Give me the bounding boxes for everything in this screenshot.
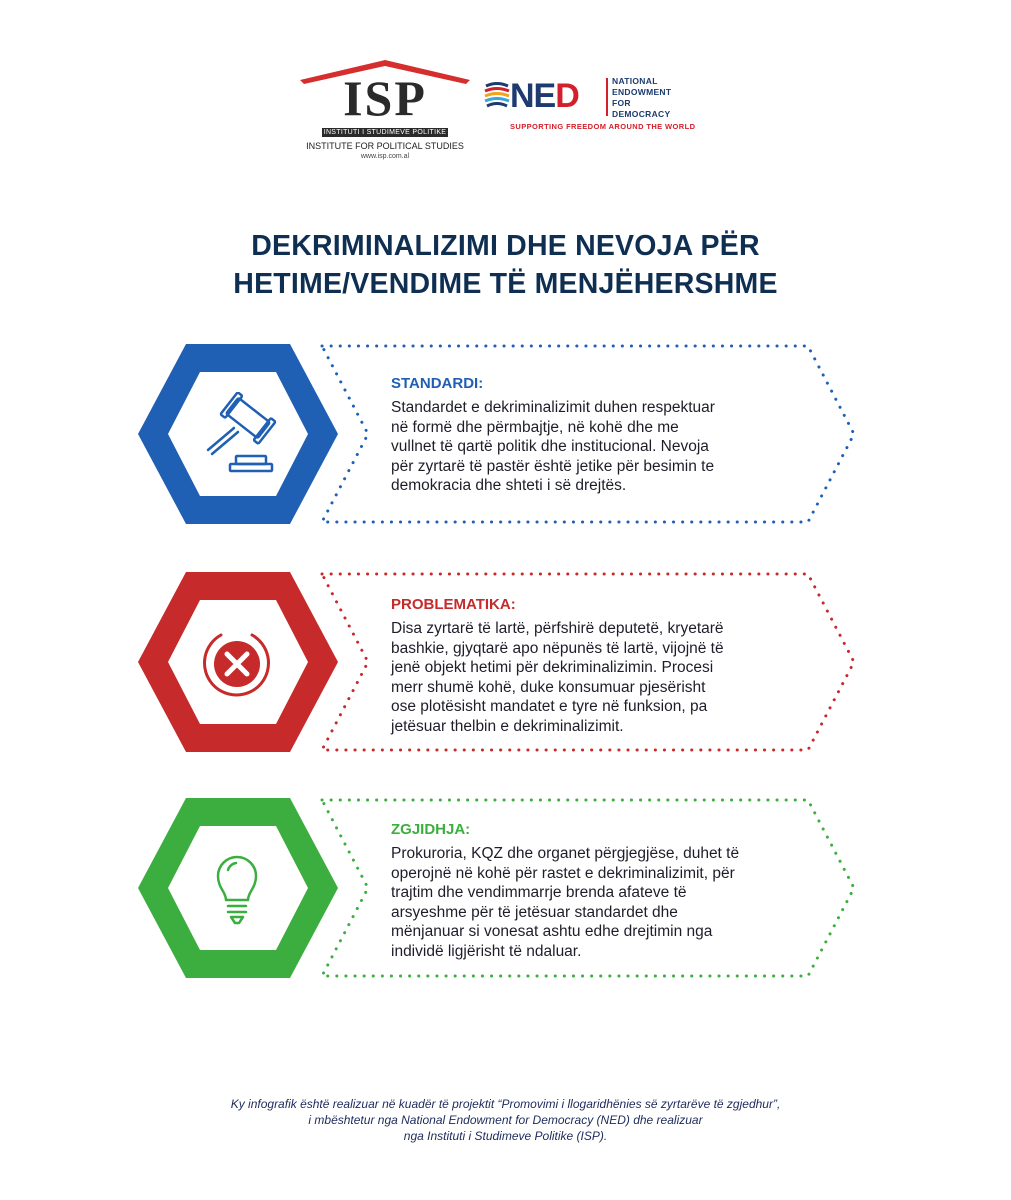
section-body: Standardet e dekriminalizimit duhen respektuar në formë dhe përmbajtje, në kohë dhe me vullnet të qartë politik dhe institucional. Nevoja për zyrtarë të pastër është jetike për besimin te demokracia dhe shteti i së drejtës. xyxy=(391,399,715,495)
footer-note: Ky infografik është realizuar në kuadër të projektit “Promovimi i llogaridhënies së zyrtarëve të zgjedhur”, i mbështetur nga National Endowment for Democracy (NED) dhe realizuar nga Instituti i Studimeve Politike (ISP). xyxy=(230,1097,781,1143)
section-body: Prokuroria, KQZ dhe organet përgjegjëse, duhet të operojnë në kohë për rastet e dekriminalizimit, për trajtim dhe vendimmarrje brenda afateve të arsyeshme për të jetësuar standardet dhe mënjanuar si vonesat ashtu edhe drejtimin nga individë ligjërisht të ndaluar. xyxy=(391,845,740,960)
page-title: DEKRIMINALIZIMI DHE NEVOJA PËR HETIME/VENDIME TË MENJËHERSHME xyxy=(233,230,778,300)
section-heading: PROBLEMATIKA: xyxy=(391,596,516,613)
section-body: Disa zyrtarë të lartë, përfshirë deputetë, kryetarë bashkie, gjyqtarë apo nëpunës të lartë, vijojnë të jenë objekt hetimi për dekriminalizimin. Procesi merr shumë kohë, duke konsumuar pjesërisht ose plotësisht mandatet e tyre në funksion, pa jetësuar thelbin e dekriminalizimit. xyxy=(391,620,724,735)
isp-band-text: INSTITUTI I STUDIMEVE POLITIKE xyxy=(323,129,447,136)
ned-tagline: SUPPORTING FREEDOM AROUND THE WORLD xyxy=(510,122,696,131)
lightbulb-icon xyxy=(192,846,282,930)
ned-globe-icon xyxy=(484,80,510,110)
section-heading: STANDARDI: xyxy=(391,375,484,392)
section-heading: ZGJIDHJA: xyxy=(391,821,471,838)
ned-wordmark: NED xyxy=(510,77,579,115)
section-zgjidhja xyxy=(138,798,858,978)
isp-english-name: INSTITUTE FOR POLITICAL STUDIES xyxy=(306,141,464,151)
section-problematika xyxy=(138,572,858,752)
ned-full-name: NATIONAL ENDOWMENT FOR DEMOCRACY xyxy=(612,76,672,119)
x-circle-icon xyxy=(192,620,282,704)
ned-divider xyxy=(606,78,608,116)
isp-logo xyxy=(300,60,470,160)
gavel-icon xyxy=(192,392,282,476)
ned-logo xyxy=(484,74,704,134)
isp-letters: ISP xyxy=(343,70,427,126)
section-standardi xyxy=(138,344,858,524)
isp-url: www.isp.com.al xyxy=(360,153,410,160)
